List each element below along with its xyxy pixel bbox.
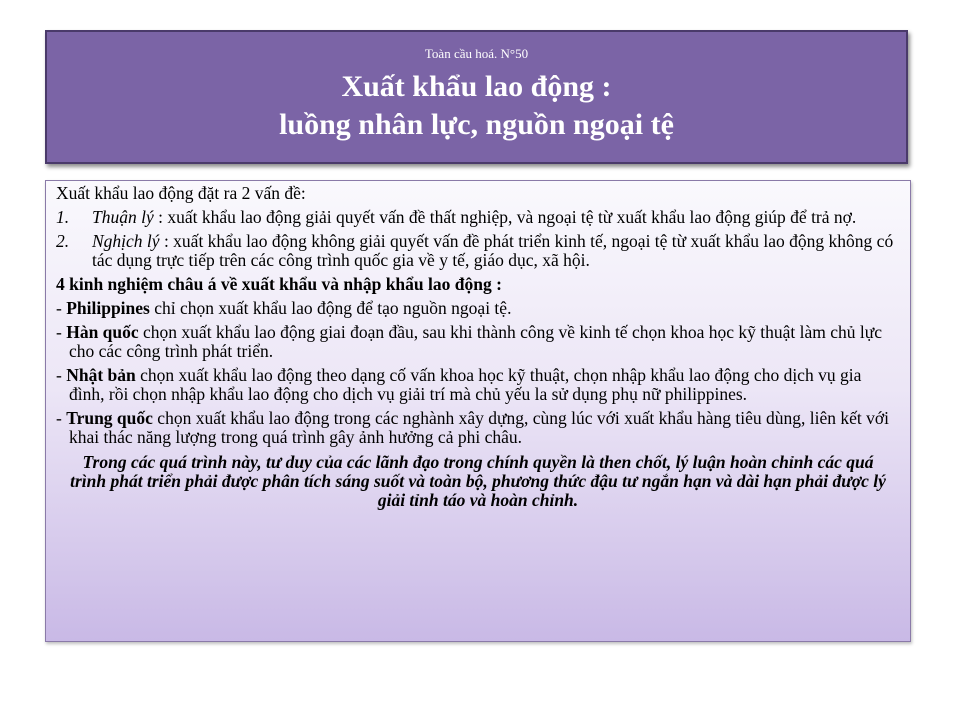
intro-text: Xuất khẩu lao động đặt ra 2 vấn đề:	[56, 183, 306, 203]
country-text: chọn xuất khẩu lao động giai đoạn đầu, sau khi thành công về kinh tế chọn khoa học kỹ thuật làm chủ lực cho các công trình phát triển.	[69, 322, 882, 361]
country-item: - Hàn quốc chọn xuất khẩu lao động giai đoạn đầu, sau khi thành công về kinh tế chọn khoa học kỹ thuật làm chủ lực cho các công trình phát triển.	[56, 322, 882, 361]
point-term: Thuận lý	[92, 207, 154, 227]
closing-statement: Trong các quá trình này, tư duy của các lãnh đạo trong chính quyền là then chốt, lý luận hoàn chỉnh các quá trình phát triển phải được phân tích sáng suốt và toàn bộ, phương thức đậu tư ngắn hạn và dài hạn phải được lý giải tỉnh táo và hoàn chỉnh.	[70, 452, 886, 510]
point-number: 2.	[56, 231, 70, 251]
country-name: Hàn quốc	[66, 322, 139, 342]
slide-title	[47, 68, 906, 144]
country-name: Nhật bản	[66, 365, 136, 385]
slide-subtitle: Toàn cầu hoá. N°50	[424, 46, 529, 61]
country-item: - Nhật bản chọn xuất khẩu lao động theo dạng cố vấn khoa học kỹ thuật, chọn nhập khẩu lao động cho dịch vụ gia đình, rồi chọn nhập khẩu lao động cho dịch vụ giải trí mà chủ yếu la sử dụng phụ nữ philippines.	[56, 365, 862, 404]
section-heading: 4 kinh nghiệm châu á về xuất khẩu và nhập khẩu lao động :	[56, 274, 502, 294]
point-text: : xuất khẩu lao động giải quyết vấn đề thất nghiệp, và ngoại tệ từ xuất khẩu lao động giúp để trả nợ.	[153, 207, 857, 227]
country-name: Trung quốc	[66, 408, 153, 428]
country-item: - Trung quốc chọn xuất khẩu lao động trong các nghành xây dựng, cùng lúc với xuất khẩu hàng tiêu dùng, liên kết với khai thác năng lượng trong quá trình gây ảnh hưởng cả phi châu.	[56, 408, 890, 447]
point-item	[56, 232, 900, 270]
title-line-1: Xuất khẩu lao động :	[341, 70, 612, 103]
point-item	[56, 208, 900, 227]
title-line-2: luồng nhân lực, nguồn ngoại tệ	[279, 108, 674, 141]
point-term: Nghịch lý	[92, 231, 160, 251]
country-text: chỉ chọn xuất khẩu lao động để tạo nguồn ngoại tệ.	[149, 298, 512, 318]
country-text: chọn xuất khẩu lao động trong các nghành xây dựng, cùng lúc với xuất khẩu hàng tiêu dùng, liên kết với khai thác năng lượng trong quá trình gây ảnh hưởng cả phi châu.	[69, 408, 890, 447]
country-name: Philippines	[66, 298, 150, 318]
country-item: - Philippines chỉ chọn xuất khẩu lao động để tạo nguồn ngoại tệ.	[56, 298, 512, 318]
title-banner	[45, 30, 908, 164]
country-text: chọn xuất khẩu lao động theo dạng cố vấn khoa học kỹ thuật, chọn nhập khẩu lao động cho dịch vụ gia đình, rồi chọn nhập khẩu lao động cho dịch vụ giải trí mà chủ yếu la sử dụng phụ nữ philippines.	[69, 365, 862, 404]
point-number: 1.	[56, 207, 70, 227]
content-box	[45, 180, 911, 642]
point-text: : xuất khẩu lao động không giải quyết vấn đề phát triển kinh tế, ngoại tệ từ xuất khẩu lao động không có tác dụng trực tiếp trên các công trình quốc gia về y tế, giáo dục, xã hội.	[92, 231, 894, 270]
